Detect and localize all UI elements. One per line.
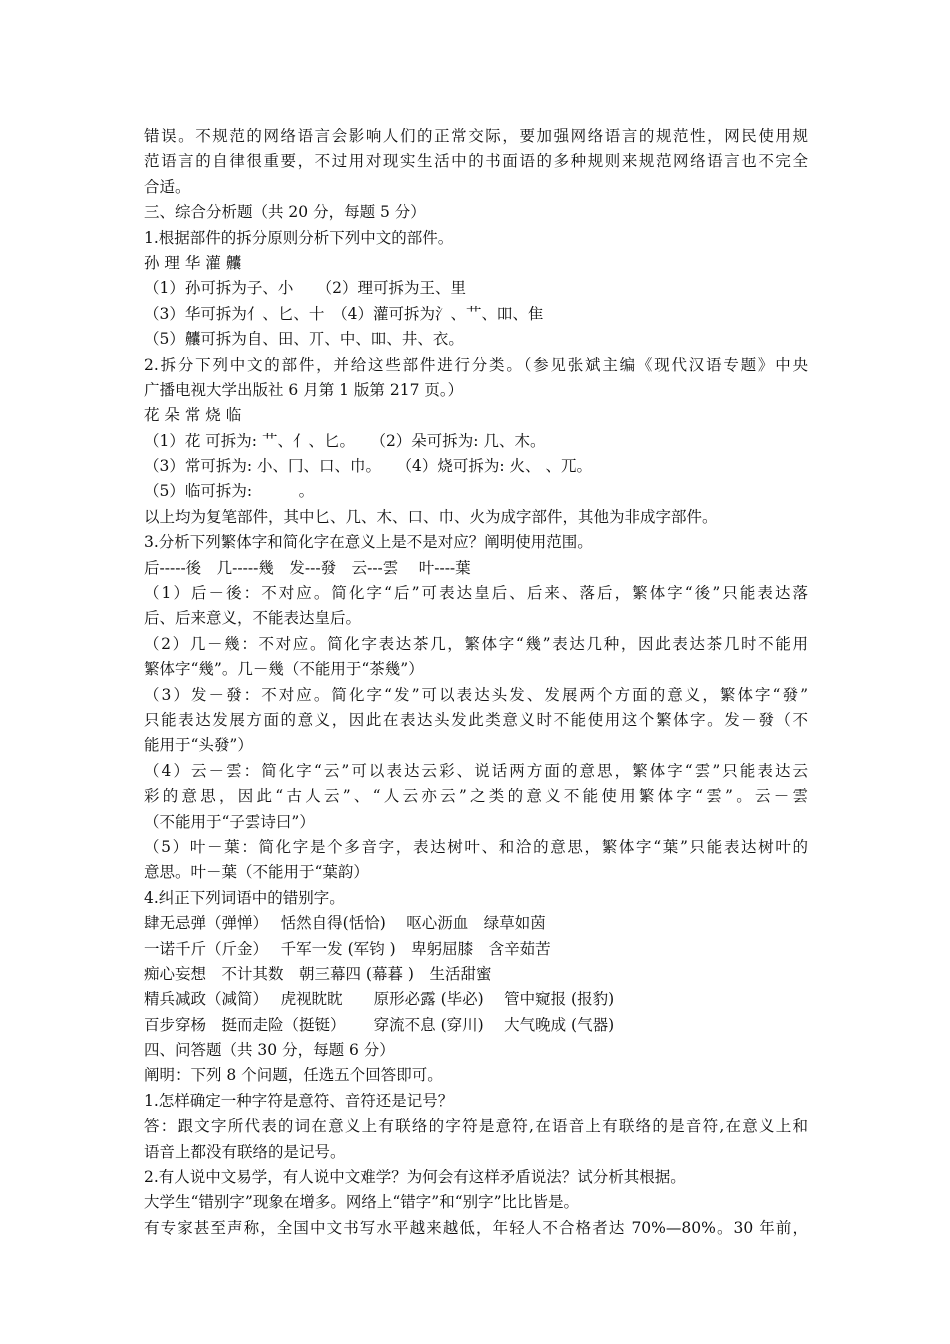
text-line: 错误。不规范的网络语言会影响人们的正常交际，要加强网络语言的规范性，网民使用规: [144, 127, 808, 145]
text-line: 阐明：下列 8 个问题，任选五个回答即可。: [144, 1066, 443, 1085]
text-line: （3）常可拆为: 小、冂、口、巾。 （4）烧可拆为: 火、 、兀。: [144, 457, 592, 476]
text-line: 1.怎样确定一种字符是意符、音符还是记号？: [144, 1091, 454, 1110]
text-line: 大学生“错别字”现象在增多。网络上“错字”和“别字”比比皆是。: [144, 1193, 580, 1212]
text-line: （1）后－後：不对应。简化字“后”可表达皇后、后来、落后，繁体字“後”只能表达落: [144, 584, 808, 603]
text-line: （5）临可拆为: 。: [144, 482, 315, 501]
text-line: 意思。叶－葉（不能用于“葉韵）: [144, 863, 369, 882]
text-line: 花 朵 常 烧 临: [144, 406, 242, 425]
text-line: （2）几－幾：不对应。简化字表达茶几，繁体字“幾”表达几种，因此表达茶几时不能用: [144, 634, 808, 653]
document-body: [144, 124, 808, 1241]
text-line: 2.拆分下列中文的部件，并给这些部件进行分类。（参见张斌主编《现代汉语专题》中央: [144, 355, 808, 374]
text-line: （1）花 可拆为: 艹、亻、匕。 （2）朵可拆为: 几、木。: [144, 431, 546, 450]
text-line: 后-----後 几-----幾 发---發 云---雲 叶----葉: [144, 558, 471, 577]
text-line: 一诺千斤（斤金） 千军一发 (军钧 ) 卑躬屈膝 含辛茹苦: [144, 939, 551, 958]
text-line: （5）齉可拆为自、田、丌、中、吅、井、衣。: [144, 330, 464, 349]
text-line: 繁体字“幾”。几－幾（不能用于“茶幾”）: [144, 660, 424, 679]
text-line: 只能表达发展方面的意义，因此在表达头发此类意义时不能使用这个繁体字。发－發（不: [144, 710, 808, 729]
text-line: 后、后来意义，不能表达皇后。: [144, 609, 362, 628]
text-line: 三、综合分析题（共 20 分，每题 5 分）: [144, 203, 426, 222]
text-line: （1）孙可拆为子、小 （2）理可拆为王、里: [144, 279, 466, 298]
text-line: 有专家甚至声称，全国中文书写水平越来越低，年轻人不合格者达 70%—80%。30 年前，: [144, 1218, 808, 1237]
text-line: 彩的意思，因此“古人云”、“人云亦云”之类的意义不能使用繁体字“雲”。云－雲: [144, 787, 808, 806]
text-line: （3）发－發：不对应。简化字“发”可以表达头发、发展两个方面的意义，繁体字“發”: [144, 685, 808, 704]
text-line: 2.有人说中文易学，有人说中文难学？为何会有这样矛盾说法？试分析其根据。: [144, 1168, 686, 1187]
text-line: 广播电视大学出版社 6 月第 1 版第 217 页。）: [144, 380, 464, 399]
text-line: 以上均为复笔部件，其中匕、几、木、口、巾、火为成字部件，其他为非成字部件。: [144, 507, 718, 526]
text-line: 肆无忌弹（弹惮） 恬然自得(恬恰) 呕心沥血 绿草如茵: [144, 914, 546, 933]
text-line: 孙 理 华 灌 齉: [144, 253, 242, 272]
text-line: （4）云－雲：简化字“云”可以表达云彩、说话两方面的意思，繁体字“雲”只能表达云: [144, 761, 808, 780]
text-line: （5）叶－葉：简化字是个多音字，表达树叶、和洽的意思，繁体字“葉”只能表达树叶的: [144, 837, 808, 856]
text-line: （不能用于“子雲诗曰”）: [144, 812, 315, 831]
text-line: 范语言的自律很重要，不过用对现实生活中的书面语的多种规则来规范网络语言也不完全: [144, 152, 808, 171]
text-line: 能用于“头發”）: [144, 736, 253, 755]
text-line: 痴心妄想 不计其数 朝三幕四 (幕暮 ) 生活甜蜜: [144, 964, 492, 983]
text-line: 答：跟文字所代表的词在意义上有联络的字符是意符,在语音上有联络的是音符,在意义上和: [144, 1117, 808, 1136]
text-line: 精兵减政（减简） 虎视眈眈 原形必露 (毕必) 管中窥报 (报豹): [144, 990, 615, 1009]
text-line: 四、问答题（共 30 分，每题 6 分）: [144, 1041, 395, 1060]
text-line: 百步穿杨 挺而走险（挺铤） 穿流不息 (穿川) 大气晚成 (气器): [144, 1015, 615, 1034]
text-line: 合适。: [144, 177, 191, 196]
text-line: 3.分析下列繁体字和简化字在意义上是不是对应？阐明使用范围。: [144, 533, 593, 552]
text-line: 4.纠正下列词语中的错别字。: [144, 888, 345, 907]
text-line: （3）华可拆为亻、匕、十 （4）灌可拆为氵、艹、吅、隹: [144, 304, 544, 323]
text-line: 1.根据部件的拆分原则分析下列中文的部件。: [144, 228, 454, 247]
text-line: 语音上都没有联络的是记号。: [144, 1142, 346, 1161]
